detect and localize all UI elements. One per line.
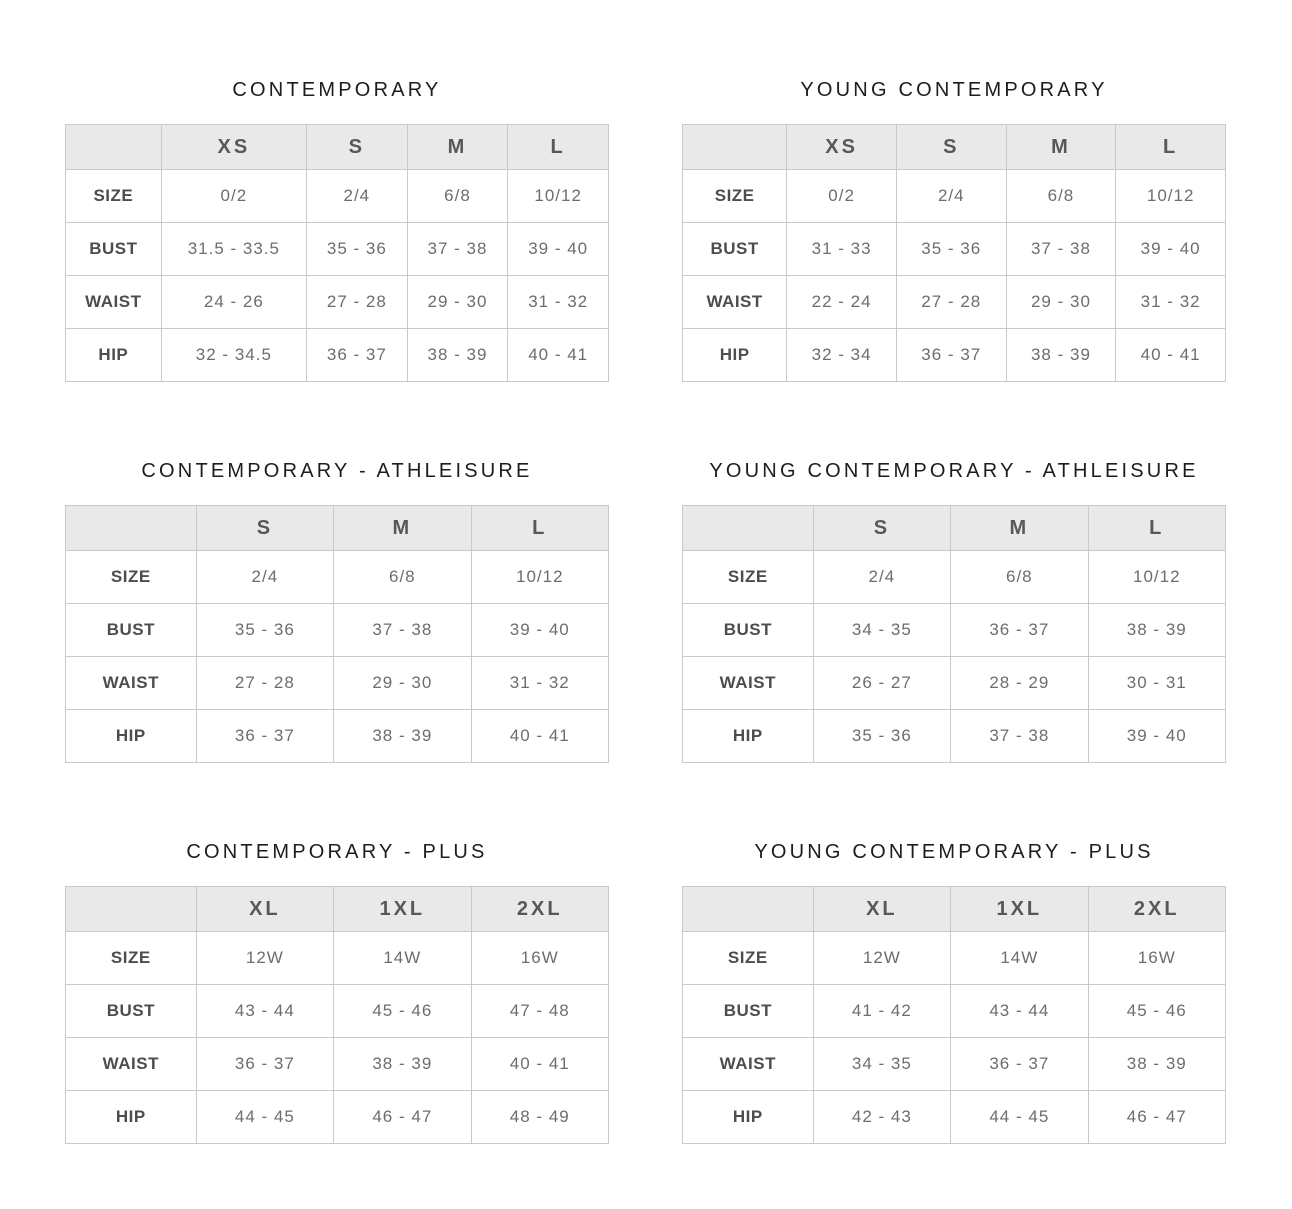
cell-value: 35 - 36 [813,710,950,763]
table-row [683,551,1226,604]
row-label: BUST [683,604,814,657]
corner-cell [66,887,197,932]
cell-value: 37 - 38 [407,223,508,276]
cell-value: 31 - 32 [471,657,608,710]
row-label: SIZE [66,932,197,985]
header-row [66,887,609,932]
column-header: XS [161,125,306,170]
size-table-young-contemporary-plus [682,886,1226,1144]
row-label: HIP [66,1091,197,1144]
section-young-contemporary [682,78,1226,382]
cell-value: 38 - 39 [334,710,471,763]
cell-value: 10/12 [1116,170,1226,223]
row-label: BUST [683,985,814,1038]
section-title: YOUNG CONTEMPORARY [800,79,1108,101]
table-row [66,223,609,276]
corner-cell [66,125,162,170]
column-header: 2XL [471,887,608,932]
cell-value: 28 - 29 [951,657,1088,710]
cell-value: 38 - 39 [1088,604,1225,657]
table-row [66,170,609,223]
row-label: SIZE [683,551,814,604]
cell-value: 45 - 46 [1088,985,1225,1038]
row-label: HIP [66,710,197,763]
column-header: M [1006,125,1116,170]
header-row [66,125,609,170]
cell-value: 36 - 37 [896,329,1006,382]
row-label: BUST [66,223,162,276]
cell-value: 43 - 44 [951,985,1088,1038]
column-header: M [334,506,471,551]
section-contemporary [65,78,609,382]
cell-value: 34 - 35 [813,1038,950,1091]
cell-value: 29 - 30 [334,657,471,710]
column-header: M [407,125,508,170]
cell-value: 6/8 [407,170,508,223]
cell-value: 6/8 [1006,170,1116,223]
row-label: WAIST [683,276,787,329]
cell-value: 39 - 40 [471,604,608,657]
cell-value: 36 - 37 [196,1038,333,1091]
section-title: CONTEMPORARY - PLUS [186,841,488,863]
row-label: BUST [683,223,787,276]
table-row [66,276,609,329]
cell-value: 27 - 28 [196,657,333,710]
section-title: YOUNG CONTEMPORARY - ATHLEISURE [709,460,1199,482]
cell-value: 29 - 30 [1006,276,1116,329]
cell-value: 38 - 39 [407,329,508,382]
cell-value: 35 - 36 [196,604,333,657]
cell-value: 36 - 37 [196,710,333,763]
section-contemporary-plus [65,840,609,1144]
row-label: HIP [683,1091,814,1144]
table-row [683,932,1226,985]
cell-value: 12W [196,932,333,985]
cell-value: 10/12 [1088,551,1225,604]
cell-value: 29 - 30 [407,276,508,329]
header-row [683,887,1226,932]
table-row [66,604,609,657]
cell-value: 16W [471,932,608,985]
cell-value: 44 - 45 [196,1091,333,1144]
corner-cell [66,506,197,551]
cell-value: 31 - 32 [1116,276,1226,329]
column-header: 1XL [334,887,471,932]
cell-value: 36 - 37 [951,1038,1088,1091]
column-header: S [307,125,408,170]
cell-value: 47 - 48 [471,985,608,1038]
table-row [66,657,609,710]
section-contemporary-athleisure [65,459,609,763]
table-row [66,1091,609,1144]
column-header: S [896,125,1006,170]
cell-value: 6/8 [334,551,471,604]
row-label: WAIST [683,657,814,710]
cell-value: 2/4 [813,551,950,604]
cell-value: 40 - 41 [1116,329,1226,382]
section-young-contemporary-athleisure [682,459,1226,763]
section-title: CONTEMPORARY - ATHLEISURE [141,460,533,482]
cell-value: 37 - 38 [951,710,1088,763]
section-young-contemporary-plus [682,840,1226,1144]
column-header: XL [813,887,950,932]
cell-value: 30 - 31 [1088,657,1225,710]
cell-value: 38 - 39 [334,1038,471,1091]
table-row [683,604,1226,657]
cell-value: 40 - 41 [471,710,608,763]
cell-value: 14W [951,932,1088,985]
row-label: BUST [66,604,197,657]
column-header: L [508,125,609,170]
cell-value: 0/2 [787,170,897,223]
row-label: HIP [683,329,787,382]
cell-value: 31.5 - 33.5 [161,223,306,276]
cell-value: 27 - 28 [896,276,1006,329]
size-table-young-contemporary [682,124,1226,382]
cell-value: 22 - 24 [787,276,897,329]
cell-value: 45 - 46 [334,985,471,1038]
cell-value: 2/4 [896,170,1006,223]
column-header: M [951,506,1088,551]
cell-value: 12W [813,932,950,985]
column-header: L [1088,506,1225,551]
row-label: HIP [683,710,814,763]
table-row [66,985,609,1038]
cell-value: 38 - 39 [1088,1038,1225,1091]
cell-value: 2/4 [307,170,408,223]
row-label: WAIST [66,1038,197,1091]
cell-value: 43 - 44 [196,985,333,1038]
table-row [66,551,609,604]
cell-value: 40 - 41 [508,329,609,382]
cell-value: 35 - 36 [896,223,1006,276]
cell-value: 38 - 39 [1006,329,1116,382]
row-label: SIZE [683,932,814,985]
column-header: XS [787,125,897,170]
cell-value: 31 - 32 [508,276,609,329]
cell-value: 39 - 40 [508,223,609,276]
row-label: HIP [66,329,162,382]
size-table-contemporary [65,124,609,382]
cell-value: 37 - 38 [1006,223,1116,276]
column-header: 2XL [1088,887,1225,932]
cell-value: 46 - 47 [334,1091,471,1144]
header-row [683,125,1226,170]
corner-cell [683,125,787,170]
cell-value: 24 - 26 [161,276,306,329]
cell-value: 35 - 36 [307,223,408,276]
cell-value: 32 - 34.5 [161,329,306,382]
row-label: BUST [66,985,197,1038]
table-row [683,276,1226,329]
corner-cell [683,887,814,932]
corner-cell [683,506,814,551]
cell-value: 36 - 37 [307,329,408,382]
header-row [683,506,1226,551]
cell-value: 48 - 49 [471,1091,608,1144]
cell-value: 27 - 28 [307,276,408,329]
table-row [66,710,609,763]
cell-value: 42 - 43 [813,1091,950,1144]
size-table-contemporary-plus [65,886,609,1144]
cell-value: 32 - 34 [787,329,897,382]
section-title: YOUNG CONTEMPORARY - PLUS [754,841,1154,863]
column-header: L [471,506,608,551]
table-row [66,329,609,382]
section-title: CONTEMPORARY [232,79,442,101]
table-row [683,329,1226,382]
row-label: WAIST [66,657,197,710]
table-row [683,223,1226,276]
table-row [66,932,609,985]
cell-value: 2/4 [196,551,333,604]
row-label: SIZE [66,551,197,604]
cell-value: 40 - 41 [471,1038,608,1091]
row-label: SIZE [66,170,162,223]
column-header: XL [196,887,333,932]
cell-value: 37 - 38 [334,604,471,657]
row-label: WAIST [66,276,162,329]
cell-value: 31 - 33 [787,223,897,276]
column-header: L [1116,125,1226,170]
size-table-young-contemporary-athleisure [682,505,1226,763]
cell-value: 0/2 [161,170,306,223]
cell-value: 10/12 [471,551,608,604]
size-table-contemporary-athleisure [65,505,609,763]
table-row [683,170,1226,223]
cell-value: 14W [334,932,471,985]
cell-value: 6/8 [951,551,1088,604]
table-row [683,1091,1226,1144]
column-header: S [813,506,950,551]
cell-value: 26 - 27 [813,657,950,710]
table-row [683,710,1226,763]
row-label: WAIST [683,1038,814,1091]
table-row [683,1038,1226,1091]
table-row [66,1038,609,1091]
table-row [683,657,1226,710]
cell-value: 44 - 45 [951,1091,1088,1144]
header-row [66,506,609,551]
column-header: 1XL [951,887,1088,932]
column-header: S [196,506,333,551]
cell-value: 34 - 35 [813,604,950,657]
cell-value: 39 - 40 [1088,710,1225,763]
cell-value: 46 - 47 [1088,1091,1225,1144]
cell-value: 16W [1088,932,1225,985]
table-row [683,985,1226,1038]
row-label: SIZE [683,170,787,223]
cell-value: 10/12 [508,170,609,223]
cell-value: 39 - 40 [1116,223,1226,276]
cell-value: 36 - 37 [951,604,1088,657]
cell-value: 41 - 42 [813,985,950,1038]
